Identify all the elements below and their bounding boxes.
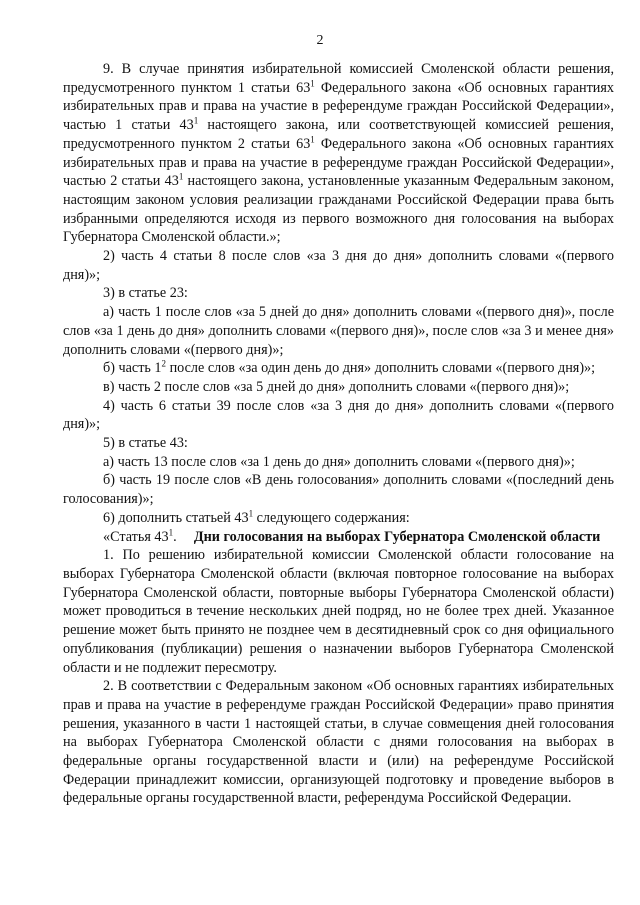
text-span: «Статья 43 (103, 528, 169, 545)
text-span: Федерального закона «Об основных гарантиях избирательных прав и права на участие в референдуме граждан Российской Федерации», частью 1 статьи 43 (63, 79, 614, 134)
paragraph-article-part-2: 2. В соответствии с Федеральным законом «Об основных гарантиях избирательных прав и права на участие в референдуме граждан Российской Федерации» право принятия решения, указанного в части 1 настоящей статьи, в случае совмещения дней голосования на выборах Губернатора Смоленской области с днями голосования на выборах в федеральные органы государственной власти и (или) на референдуме Российской Федерации принадлежит комиссии, организующей подготовку и проведение выборов в федеральные органы государственной власти, референдума Российской Федерации. (63, 678, 614, 807)
article-number (63, 528, 180, 547)
article-heading (63, 528, 614, 547)
paragraph-point-2: 2) часть 4 статьи 8 после слов «за 3 дня до дня» дополнить словами «(первого дня)»; (63, 248, 614, 283)
paragraph-article-part-1: 1. По решению избирательной комиссии Смоленской области голосование на выборах Губернатора Смоленской области (включая повторное голосование на выборах Губернатора Смоленской области, повторные выборы Губернатора Смоленской области) может проводиться в течение нескольких дней подряд, но не более трех дней. Указанное решение может быть принято не позднее чем в десятидневный срок со дня официального опубликования (публикации) решения о назначении выборов Губернатора Смоленской области и не подлежит пересмотру. (63, 547, 614, 676)
page-number: 2 (316, 33, 324, 48)
paragraph-5b: б) часть 19 после слов «В день голосования» дополнить словами «(последний день голосования)»; (63, 472, 614, 508)
text-span: следующего содержания: (253, 509, 410, 526)
text-span: настоящего закона, или соответствующей комиссией решения, предусмотренного пунктом 2 статьи 63 (63, 117, 614, 152)
superscript: 1 (310, 134, 315, 145)
paragraph-3v: в) часть 2 после слов «за 5 дней до дня» дополнить словами «(первого дня)»; (103, 378, 570, 395)
paragraph-point-6 (63, 509, 614, 528)
text-span: . (173, 528, 181, 545)
superscript: 1 (178, 171, 184, 182)
article-title: Дни голосования на выборах Губернатора Смоленской области (193, 528, 601, 545)
superscript: 1 (310, 77, 315, 88)
text-span: 9. В случае принятия избирательной комиссией Смоленской области решения, предусмотренного пунктом 1 статьи 63 (63, 61, 614, 96)
document-body (63, 60, 614, 808)
paragraph-point-5: 5) в статье 43: (103, 435, 188, 452)
text-span: 6) дополнить статьей 43 (103, 509, 249, 526)
superscript: 1 (193, 115, 199, 126)
text-span: б) часть 1 (103, 360, 162, 377)
paragraph-3a: а) часть 1 после слов «за 5 дней до дня» дополнить словами «(первого дня)», после слов «за 1 день до дня» дополнить словами «(первого дня)», после слов «за 3 и менее дня» дополнить словами «(первого дня)»; (63, 304, 614, 358)
paragraph-5a: а) часть 13 после слов «за 1 день до дня» дополнить словами «(первого дня)»; (103, 453, 575, 470)
superscript: 2 (161, 358, 167, 369)
text-span: настоящего закона, установленные указанным Федеральным законом, настоящим законом условия реализации гражданами Российской Федерации права быть избранными определяются исходя из первого возможного дня голосования на выборах Губернатора Смоленской области.»; (63, 173, 614, 246)
paragraph-point-3: 3) в статье 23: (103, 285, 188, 302)
superscript: 1 (248, 508, 254, 519)
superscript: 1 (168, 526, 174, 537)
paragraph-point-4: 4) часть 6 статьи 39 после слов «за 3 дня до дня» дополнить словами «(первого дня)»; (63, 397, 614, 433)
text-span: Федерального закона «Об основных гарантиях избирательных прав и права на участие в референдуме граждан Российской Федерации», частью 2 статьи 43 (63, 135, 614, 190)
paragraph-item-9 (63, 60, 614, 247)
paragraph-3b (63, 359, 614, 378)
text-span: после слов «за один день до дня» дополнить словами «(первого дня)»; (166, 360, 596, 377)
